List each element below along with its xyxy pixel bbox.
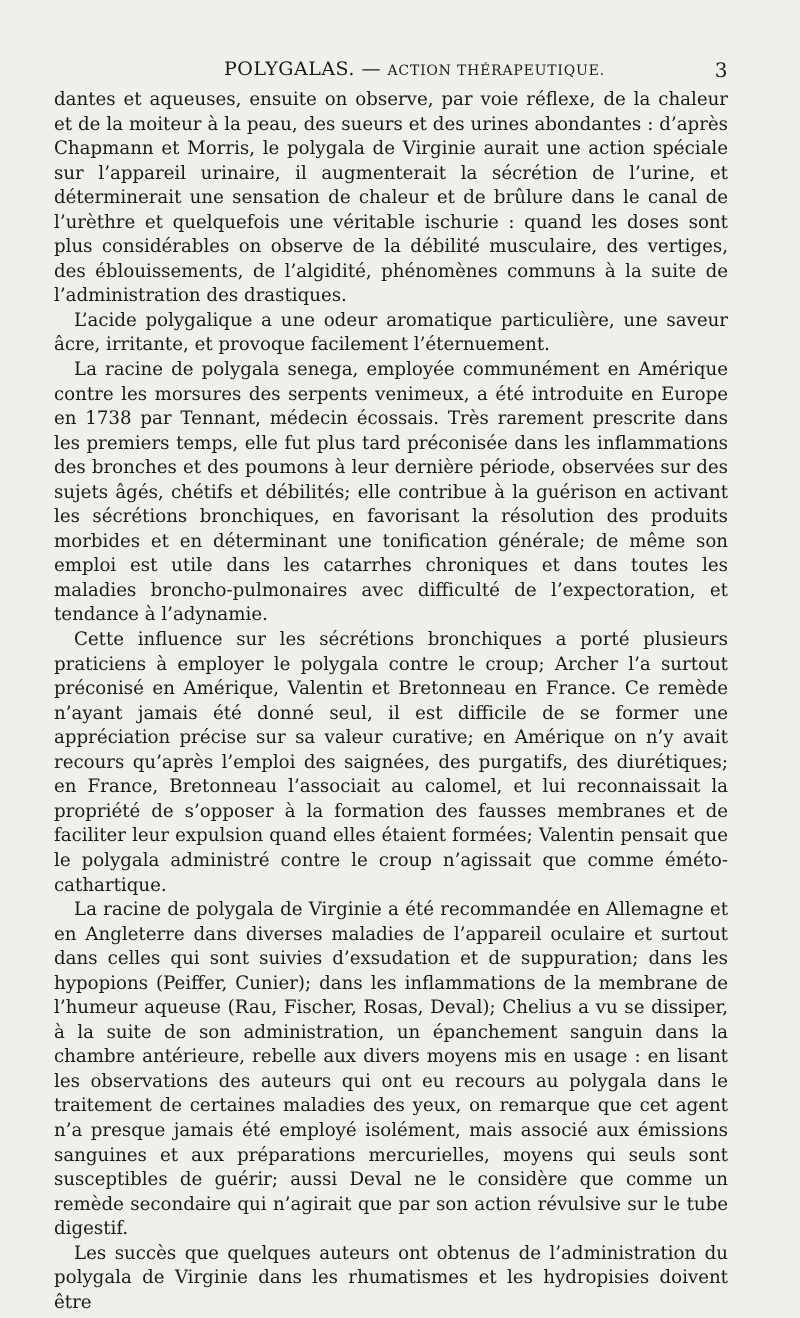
paragraph-5: La racine de polygala de Virginie a été recommandée en Allemagne et en Angleterre dans diverses maladies de l’appareil oculaire et surtout dans celles qui sont suivies d’exsudation et de suppuration; dans les hypopions (Peiffer, Cunier); dans les inflammations de la membrane de l’humeur aqueuse (Rau, Fischer, Rosas, Deval); Chelius a vu se dissiper, à la suite de son administration, un épanchement sanguin dans la chambre antérieure, rebelle aux divers moyens mis en usage : en lisant les observations des auteurs qui ont eu recours au polygala dans le traitement de certaines maladies des yeux, on remarque que cet agent n’a presque jamais été employé isolément, mais associé aux émissions sanguines et aux préparations mercurielles, moyens qui seuls sont susceptibles de guérir; aussi Deval ne le considère que comme un remède secondaire qui n’agirait que par son action révulsive sur le tube digestif. — [54, 899, 728, 1240]
running-title-main: POLYGALAS. — — [224, 58, 381, 80]
running-header — [54, 58, 728, 88]
running-title-subtitle: ACTION THÉRAPEUTIQUE. — [387, 63, 605, 79]
body-text — [54, 88, 728, 1315]
paragraph-3: La racine de polygala senega, employée communément en Amérique contre les morsures des serpents venimeux, a été introduite en Europe en 1738 par Tennant, médecin écossais. Très rarement prescrite dans les premiers temps, elle fut plus tard préconisée dans les inflammations des bronches et des poumons à leur dernière période, observées sur des sujets âgés, chétifs et débilités; elle contribue à la guérison en activant les sécrétions bronchiques, en favorisant la résolution des produits morbides et en déterminant une tonification générale; de même son emploi est utile dans les catarrhes chroniques et dans toutes les maladies broncho-pulmonaires avec difficulté de l’expectoration, et tendance à l’adynamie. — [54, 359, 728, 626]
running-title — [224, 58, 605, 80]
paragraph-6: Les succès que quelques auteurs ont obtenus de l’administration du polygala de Virginie dans les rhumatismes et les hydropisies doivent être — [54, 1242, 728, 1313]
paragraph-1: dantes et aqueuses, ensuite on observe, par voie réflexe, de la chaleur et de la moiteur à la peau, des sueurs et des urines abondantes : d’après Chapmann et Morris, le polygala de Virginie aurait une action spéciale sur l’appareil urinaire, il augmenterait la sécrétion de l’urine, et déterminerait une sensation de chaleur et de brûlure dans le canal de l’urèthre et quelquefois une véritable ischurie : quand les doses sont plus considérables on observe de la débilité musculaire, des vertiges, des éblouissements, de l’algidité, phénomènes communs à la suite de l’administration des drastiques. — [54, 89, 728, 307]
paragraph-2: L’acide polygalique a une odeur aromatique particulière, une saveur âcre, irritante, et provoque facilement l’éternuement. — [54, 309, 728, 356]
page-number: 3 — [714, 58, 728, 82]
paragraph-4: Cette influence sur les sécrétions bronchiques a porté plusieurs praticiens à employer le polygala contre le croup; Archer l’a surtout préconisé en Amérique, Valentin et Bretonneau en France. Ce remède n’ayant jamais été donné seul, il est difficile de se former une appréciation précise sur sa valeur curative; en Amérique on n’y avait recours qu’après l’emploi des saignées, des purgatifs, des diurétiques; en France, Bretonneau l’associait au calomel, et lui reconnaissait la propriété de s’opposer à la formation des fausses membranes et de faciliter leur expulsion quand elles étaient formées; Valentin pensait que le polygala administré contre le croup n’agissait que comme éméto-cathartique. — [54, 629, 728, 896]
